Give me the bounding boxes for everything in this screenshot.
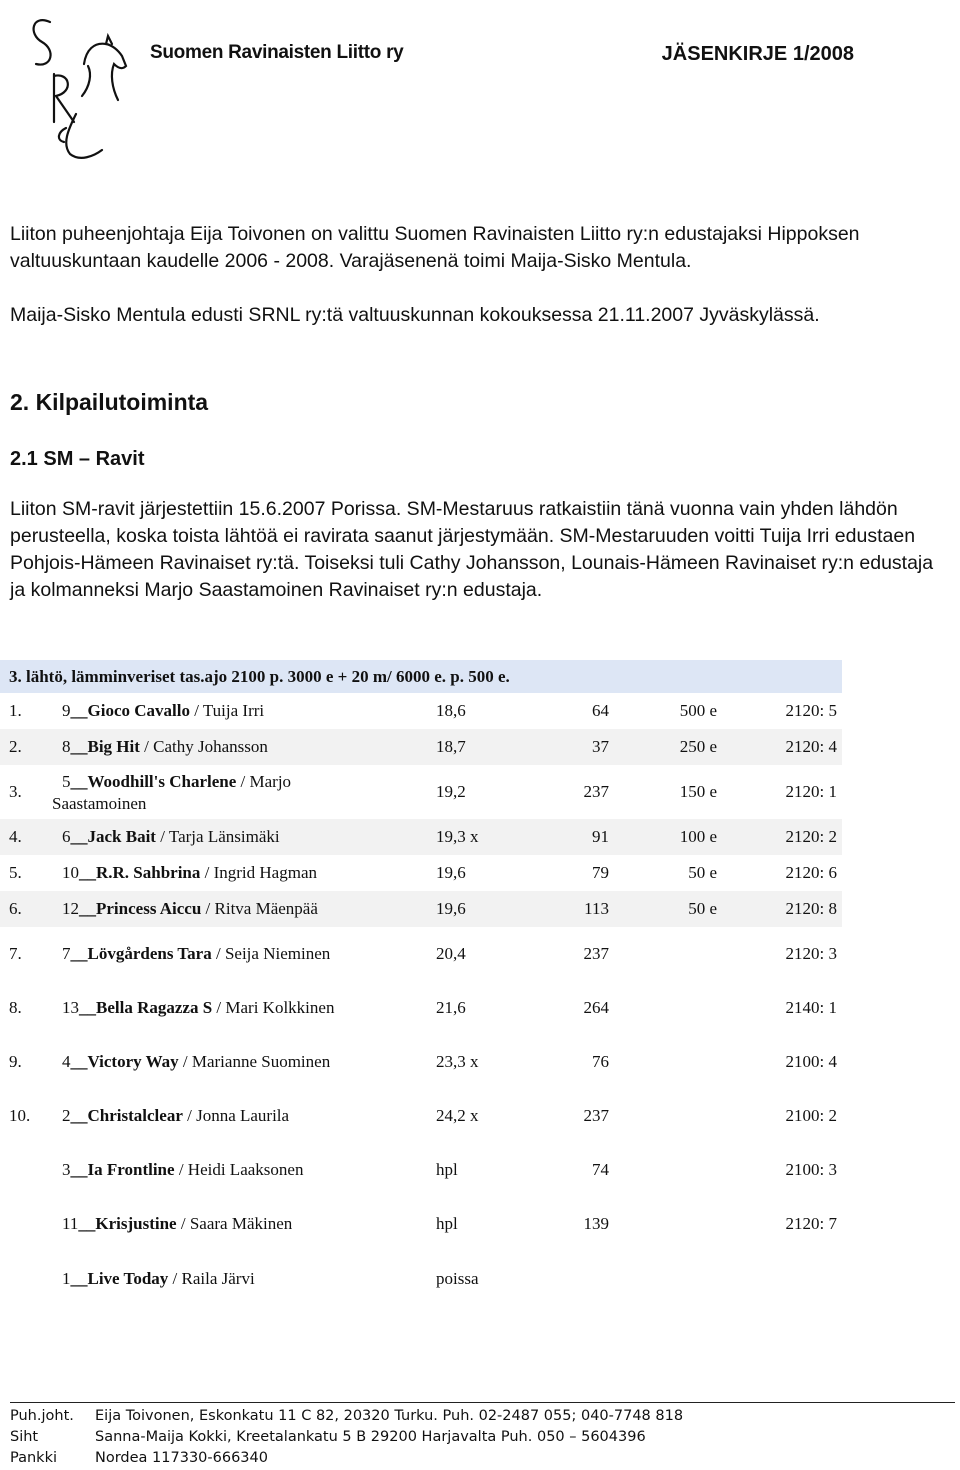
horse-driver bbox=[62, 944, 330, 964]
distance-track: 2140: 1 bbox=[785, 998, 837, 1017]
horse-driver-block bbox=[52, 771, 291, 815]
distance-track: 2120: 1 bbox=[785, 782, 837, 801]
km-time: 18,7 bbox=[436, 737, 466, 756]
km-time: 19,3 x bbox=[436, 827, 479, 846]
horse-name: __Ia Frontline bbox=[70, 1160, 175, 1179]
distance-track: 2100: 4 bbox=[785, 1052, 837, 1071]
horse-name: __R.R. Sahbrina bbox=[79, 863, 201, 882]
horse-name: __Bella Ragazza S bbox=[79, 998, 213, 1017]
race-result-row bbox=[0, 1035, 842, 1089]
prize: 50 e bbox=[688, 899, 717, 918]
section-heading: 2. Kilpailutoiminta bbox=[10, 389, 209, 415]
footer-label: Puh.joht. bbox=[10, 1408, 74, 1424]
distance-track: 2120: 2 bbox=[785, 827, 837, 846]
placement: 9. bbox=[9, 1052, 22, 1071]
race-result-row bbox=[0, 765, 842, 819]
odds: 237 bbox=[583, 782, 609, 801]
km-time: 20,4 bbox=[436, 944, 466, 963]
km-time: 19,6 bbox=[436, 863, 466, 882]
horse-name: __Krisjustine bbox=[78, 1214, 177, 1233]
horse-name: __Victory Way bbox=[70, 1052, 179, 1071]
placement: 4. bbox=[9, 827, 22, 846]
start-number: 10 bbox=[62, 863, 79, 882]
odds: 237 bbox=[583, 1106, 609, 1125]
horse-name: __Gioco Cavallo bbox=[70, 701, 190, 720]
odds: 91 bbox=[592, 827, 609, 846]
race-result-row bbox=[0, 1089, 842, 1143]
distance-track: 2120: 7 bbox=[785, 1214, 837, 1233]
horse-name: __Live Today bbox=[70, 1269, 169, 1288]
race-result-row bbox=[0, 927, 842, 981]
race-result-row bbox=[0, 1197, 842, 1251]
horse-driver bbox=[62, 701, 264, 721]
odds: 37 bbox=[592, 737, 609, 756]
driver-name: / Jonna Laurila bbox=[182, 1106, 290, 1125]
horse-name: __Lövgårdens Tara bbox=[70, 944, 212, 963]
horse-driver bbox=[62, 899, 318, 919]
prize: 150 e bbox=[679, 782, 717, 801]
odds: 79 bbox=[592, 863, 609, 882]
horse-name: __Big Hit bbox=[70, 737, 140, 756]
footer-row bbox=[10, 1448, 683, 1469]
distance-track: 2120: 4 bbox=[785, 737, 837, 756]
driver-name: / Raila Järvi bbox=[168, 1269, 255, 1288]
start-number: 12 bbox=[62, 899, 79, 918]
footer-label: Pankki bbox=[10, 1450, 57, 1466]
distance-track: 2120: 3 bbox=[785, 944, 837, 963]
placement: 10. bbox=[9, 1106, 31, 1125]
odds: 139 bbox=[583, 1214, 609, 1233]
km-time: poissa bbox=[436, 1269, 479, 1288]
driver-name: / Cathy Johansson bbox=[139, 737, 268, 756]
distance-track: 2100: 2 bbox=[785, 1106, 837, 1125]
start-number: 3 bbox=[62, 1160, 71, 1179]
race-results-table bbox=[0, 660, 842, 1307]
horse-name: __Princess Aiccu bbox=[79, 899, 202, 918]
km-time: 23,3 x bbox=[436, 1052, 479, 1071]
odds: 76 bbox=[592, 1052, 609, 1071]
race-result-row bbox=[0, 1251, 842, 1307]
prize: 100 e bbox=[679, 827, 717, 846]
start-number: 1 bbox=[62, 1269, 71, 1288]
footer-value: Eija Toivonen, Eskonkatu 11 C 82, 20320 Turku. Puh. 02-2487 055; 040-7748 818 bbox=[95, 1408, 684, 1424]
horse-driver bbox=[62, 1214, 292, 1234]
odds: 113 bbox=[584, 899, 609, 918]
placement: 6. bbox=[9, 899, 22, 918]
start-number: 7 bbox=[62, 944, 71, 963]
horse-driver bbox=[62, 1106, 289, 1126]
horse-driver bbox=[62, 1052, 330, 1072]
newsletter-title: JÄSENKIRJE 1/2008 bbox=[661, 43, 854, 65]
distance-track: 2120: 8 bbox=[785, 899, 837, 918]
distance-track: 2120: 6 bbox=[785, 863, 837, 882]
subsection-heading: 2.1 SM – Ravit bbox=[10, 448, 145, 470]
driver-name: / Tarja Länsimäki bbox=[155, 827, 280, 846]
km-time: 21,6 bbox=[436, 998, 466, 1017]
driver-name: / Marjo bbox=[236, 772, 292, 791]
prize: 50 e bbox=[688, 863, 717, 882]
footer-row bbox=[10, 1406, 683, 1427]
race-result-row bbox=[0, 729, 842, 765]
prize: 500 e bbox=[679, 701, 717, 720]
footer-contacts bbox=[10, 1406, 683, 1469]
start-number: 9 bbox=[62, 701, 71, 720]
horse-driver bbox=[62, 827, 280, 847]
race-header: 3. lähtö, lämminveriset tas.ajo 2100 p. 3000 e + 20 m/ 6000 e. p. 500 e. bbox=[0, 660, 842, 693]
horse-driver bbox=[62, 737, 268, 757]
km-time: hpl bbox=[436, 1160, 458, 1179]
start-number: 5 bbox=[62, 772, 71, 791]
driver-name: / Heidi Laaksonen bbox=[174, 1160, 304, 1179]
paragraph-sm-ravit: Liiton SM-ravit järjestettiin 15.6.2007 Porissa. SM-Mestaruus ratkaistiin tänä vuonna vain yhden lähdön perusteella, koska toista lähtöä ei ravirata saanut järjestymään. SM-Mestaruuden voitti Tuija Irri edustaen Pohjois-Hämeen Ravinaiset ry:tä. Toiseksi tuli Cathy Johansson, Lounais-Hämeen Ravinaiset ry:n edustaja ja kolmanneksi Marjo Saastamoinen Ravinaiset ry:n edustaja. bbox=[10, 498, 934, 601]
driver-name: / Marianne Suominen bbox=[178, 1052, 331, 1071]
distance-track: 2120: 5 bbox=[785, 701, 837, 720]
driver-name: / Tuija Irri bbox=[189, 701, 265, 720]
km-time: 18,6 bbox=[436, 701, 466, 720]
race-rows bbox=[0, 693, 842, 1307]
footer-value: Nordea 117330-666340 bbox=[95, 1450, 268, 1466]
km-time: 19,2 bbox=[436, 782, 466, 801]
horse-driver bbox=[62, 863, 317, 883]
placement: 3. bbox=[9, 782, 22, 801]
paragraph-delegate: Liiton puheenjohtaja Eija Toivonen on valittu Suomen Ravinaisten Liitto ry:n edustajaksi Hippoksen valtuuskuntaan kaudelle 2006 - 2008. Varajäsenenä toimi Maija-Sisko Mentula. bbox=[10, 223, 860, 272]
horse-monogram-logo bbox=[22, 4, 142, 164]
horse-name: __Christalclear bbox=[70, 1106, 183, 1125]
start-number: 13 bbox=[62, 998, 79, 1017]
start-number: 4 bbox=[62, 1052, 71, 1071]
footer-row bbox=[10, 1427, 683, 1448]
srl-logo bbox=[22, 4, 142, 164]
km-time: 19,6 bbox=[436, 899, 466, 918]
km-time: 24,2 x bbox=[436, 1106, 479, 1125]
race-result-row bbox=[0, 855, 842, 891]
driver-name: / Ritva Mäenpää bbox=[201, 899, 318, 918]
driver-name: / Saara Mäkinen bbox=[176, 1214, 293, 1233]
footer-divider bbox=[10, 1402, 955, 1403]
odds: 237 bbox=[583, 944, 609, 963]
odds: 264 bbox=[583, 998, 609, 1017]
race-result-row bbox=[0, 1143, 842, 1197]
horse-driver bbox=[62, 998, 334, 1018]
placement: 8. bbox=[9, 998, 22, 1017]
odds: 64 bbox=[592, 701, 609, 720]
placement: 2. bbox=[9, 737, 22, 756]
driver-name: / Mari Kolkkinen bbox=[212, 998, 335, 1017]
organization-name: Suomen Ravinaisten Liitto ry bbox=[150, 42, 404, 63]
footer-value: Sanna-Maija Kokki, Kreetalankatu 5 B 29200 Harjavalta Puh. 050 – 5604396 bbox=[95, 1429, 646, 1445]
start-number: 6 bbox=[62, 827, 71, 846]
horse-name: __Jack Bait bbox=[70, 827, 156, 846]
start-number: 11 bbox=[62, 1214, 79, 1233]
placement: 1. bbox=[9, 701, 22, 720]
driver-name: / Ingrid Hagman bbox=[200, 863, 317, 882]
placement: 7. bbox=[9, 944, 22, 963]
footer-label: Siht bbox=[10, 1429, 39, 1445]
horse-name: __Woodhill's Charlene bbox=[70, 772, 237, 791]
driver-name: / Seija Nieminen bbox=[211, 944, 331, 963]
svg-text:SRL: SRL bbox=[22, 4, 24, 5]
paragraph-meeting: Maija-Sisko Mentula edusti SRNL ry:tä valtuuskunnan kokouksessa 21.11.2007 Jyväskylässä. bbox=[10, 304, 820, 326]
race-result-row bbox=[0, 693, 842, 729]
race-result-row bbox=[0, 819, 842, 855]
placement: 5. bbox=[9, 863, 22, 882]
race-result-row bbox=[0, 981, 842, 1035]
horse-driver bbox=[62, 1160, 303, 1180]
horse-driver bbox=[62, 1269, 255, 1289]
driver-name-cont: Saastamoinen bbox=[52, 794, 147, 813]
start-number: 2 bbox=[62, 1106, 71, 1125]
prize: 250 e bbox=[679, 737, 717, 756]
km-time: hpl bbox=[436, 1214, 458, 1233]
distance-track: 2100: 3 bbox=[785, 1160, 837, 1179]
race-result-row bbox=[0, 891, 842, 927]
start-number: 8 bbox=[62, 737, 71, 756]
odds: 74 bbox=[592, 1160, 609, 1179]
